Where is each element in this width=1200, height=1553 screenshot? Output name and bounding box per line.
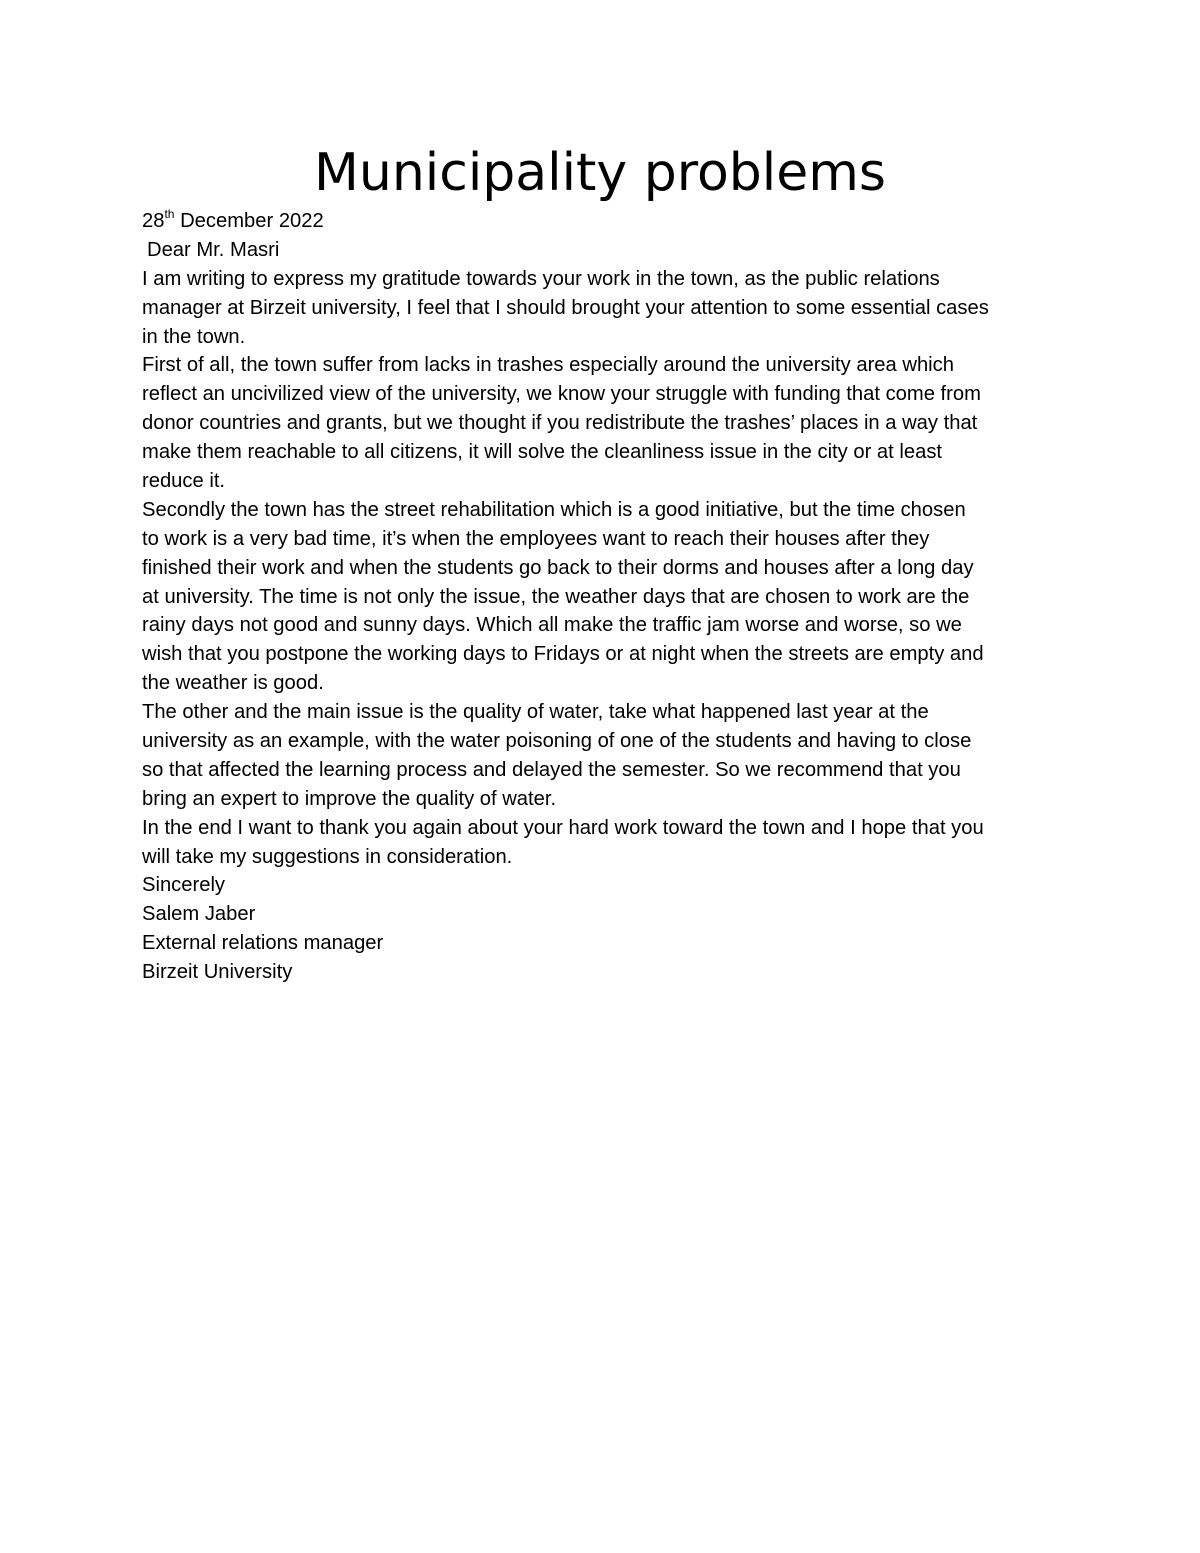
paragraph-line: wish that you postpone the working days to Fridays or at night when the streets are empty and bbox=[142, 643, 984, 666]
paragraph-line: The other and the main issue is the quality of water, take what happened last year at the bbox=[142, 701, 929, 724]
paragraph-line: I am writing to express my gratitude towards your work in the town, as the public relations bbox=[142, 267, 940, 290]
paragraph-line: university as an example, with the water poisoning of one of the students and having to close bbox=[142, 730, 972, 753]
document-title: Municipality problems bbox=[314, 143, 886, 203]
paragraph-line: in the town. bbox=[142, 325, 246, 348]
salutation: Dear Mr. Masri bbox=[147, 238, 280, 261]
paragraph-line: to work is a very bad time, it’s when the employees want to reach their houses after they bbox=[142, 527, 930, 550]
paragraph-line: In the end I want to thank you again about your hard work toward the town and I hope that you bbox=[142, 816, 984, 839]
signature-name: Salem Jaber bbox=[142, 903, 256, 926]
paragraph-line: finished their work and when the students go back to their dorms and houses after a long day bbox=[142, 556, 974, 579]
paragraph-line: the weather is good. bbox=[142, 672, 324, 695]
paragraph-line: rainy days not good and sunny days. Which all make the traffic jam worse and worse, so we bbox=[142, 614, 962, 637]
paragraph-line: donor countries and grants, but we thought if you redistribute the trashes’ places in a way that bbox=[142, 412, 978, 435]
signature-organization: Birzeit University bbox=[142, 961, 293, 984]
paragraph-line: make them reachable to all citizens, it will solve the cleanliness issue in the city or at least bbox=[142, 441, 943, 464]
paragraph-line: reflect an uncivilized view of the university, we know your struggle with funding that come from bbox=[142, 383, 981, 406]
date-rest: December 2022 bbox=[174, 210, 324, 232]
paragraph-line: manager at Birzeit university, I feel that I should brought your attention to some essential cases bbox=[142, 296, 989, 319]
paragraph-line: will take my suggestions in consideration. bbox=[142, 845, 513, 868]
date-day: 28 bbox=[142, 210, 165, 232]
paragraph-line: First of all, the town suffer from lacks in trashes especially around the university area which bbox=[142, 354, 954, 377]
closing: Sincerely bbox=[142, 874, 226, 897]
signature-position: External relations manager bbox=[142, 932, 384, 955]
letter-date bbox=[142, 207, 1072, 236]
paragraph-line: reduce it. bbox=[142, 470, 226, 493]
paragraph-line: so that affected the learning process and delayed the semester. So we recommend that you bbox=[142, 758, 961, 781]
paragraph-line: bring an expert to improve the quality of water. bbox=[142, 787, 557, 810]
paragraph-line: at university. The time is not only the issue, the weather days that are chosen to work are the bbox=[142, 585, 970, 608]
letter-body bbox=[142, 207, 1072, 987]
paragraph-line: Secondly the town has the street rehabilitation which is a good initiative, but the time chosen bbox=[142, 498, 966, 521]
date-suffix: th bbox=[164, 207, 175, 222]
